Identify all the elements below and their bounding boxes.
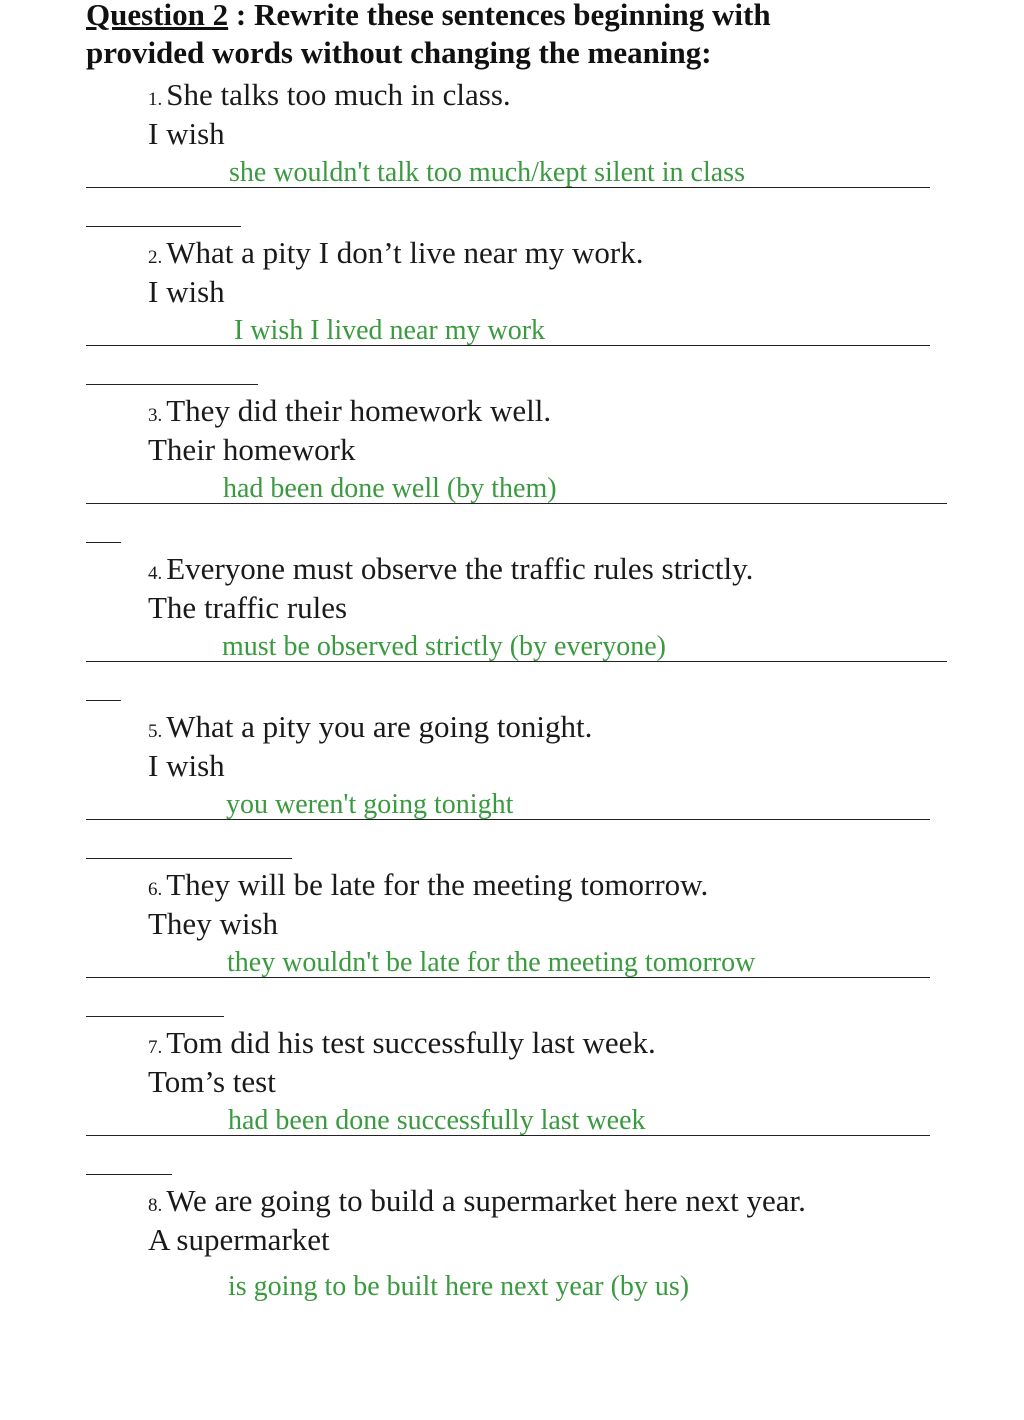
question-label: Question 2 xyxy=(86,0,229,32)
item-number: 6. xyxy=(148,879,163,900)
item-number: 5. xyxy=(148,721,163,742)
exercise-item-8 xyxy=(0,1182,1024,1340)
answer-line-continuation xyxy=(86,542,121,543)
rewrite-prompt: A supermarket xyxy=(148,1222,330,1257)
answer-text: must be observed strictly (by everyone) xyxy=(222,631,666,662)
sentence-text: She talks too much in class. xyxy=(166,77,511,112)
sentence-text: We are going to build a supermarket here next year. xyxy=(166,1183,806,1218)
answer-text: is going to be built here next year (by us) xyxy=(228,1271,690,1302)
sentence-text: They did their homework well. xyxy=(166,393,552,428)
answer-line-continuation xyxy=(86,1174,172,1175)
original-sentence xyxy=(148,708,592,751)
item-number: 4. xyxy=(148,563,163,584)
original-sentence xyxy=(148,392,551,435)
rewrite-prompt: I wish xyxy=(148,748,225,783)
rewrite-prompt: I wish xyxy=(148,274,225,309)
item-number: 7. xyxy=(148,1037,163,1058)
heading-separator: : xyxy=(228,0,254,32)
answer-line-continuation xyxy=(86,1016,224,1017)
answer-line-continuation xyxy=(86,700,121,701)
answer-text: had been done successfully last week xyxy=(228,1105,646,1136)
instruction-line-2: provided words without changing the meaning: xyxy=(86,35,712,70)
original-sentence xyxy=(148,1024,656,1067)
answer-line xyxy=(86,187,930,188)
sentence-text: Tom did his test successfully last week. xyxy=(166,1025,656,1060)
exercise-item-3 xyxy=(0,392,1024,550)
original-sentence xyxy=(148,234,643,277)
answer-line xyxy=(86,977,930,978)
original-sentence xyxy=(148,550,753,593)
answer-text: I wish I lived near my work xyxy=(234,315,546,346)
item-number: 3. xyxy=(148,405,163,426)
instruction-line-1: Rewrite these sentences beginning with xyxy=(253,0,771,32)
answer-line-continuation xyxy=(86,384,258,385)
answer-line xyxy=(86,503,947,504)
sentence-text: What a pity I don’t live near my work. xyxy=(166,235,644,270)
exercise-item-6 xyxy=(0,866,1024,1024)
original-sentence xyxy=(148,1182,806,1225)
exercise-item-2 xyxy=(0,234,1024,392)
sentence-text: Everyone must observe the traffic rules strictly. xyxy=(166,551,754,586)
answer-line-continuation xyxy=(86,858,292,859)
answer-text: she wouldn't talk too much/kept silent in class xyxy=(229,157,745,188)
answer-line xyxy=(86,661,947,662)
exercise-item-5 xyxy=(0,708,1024,866)
answer-line xyxy=(86,819,930,820)
answer-line xyxy=(86,345,930,346)
rewrite-prompt: Their homework xyxy=(148,432,356,467)
rewrite-prompt: They wish xyxy=(148,906,279,941)
sentence-text: They will be late for the meeting tomorrow. xyxy=(166,867,709,902)
exercise-item-4 xyxy=(0,550,1024,708)
exercise-item-1 xyxy=(0,76,1024,234)
answer-text: they wouldn't be late for the meeting tomorrow xyxy=(227,947,756,978)
original-sentence xyxy=(148,866,708,909)
rewrite-prompt: The traffic rules xyxy=(148,590,348,625)
rewrite-prompt: Tom’s test xyxy=(148,1064,276,1099)
sentence-text: What a pity you are going tonight. xyxy=(166,709,593,744)
exercise-item-7 xyxy=(0,1024,1024,1182)
answer-line xyxy=(86,1135,930,1136)
original-sentence xyxy=(148,76,511,119)
answer-line-continuation xyxy=(86,226,241,227)
item-number: 1. xyxy=(148,89,163,110)
rewrite-prompt: I wish xyxy=(148,116,225,151)
item-number: 8. xyxy=(148,1195,163,1216)
question-heading xyxy=(86,0,771,34)
item-number: 2. xyxy=(148,247,163,268)
answer-text: had been done well (by them) xyxy=(223,473,557,504)
answer-text: you weren't going tonight xyxy=(226,789,514,820)
